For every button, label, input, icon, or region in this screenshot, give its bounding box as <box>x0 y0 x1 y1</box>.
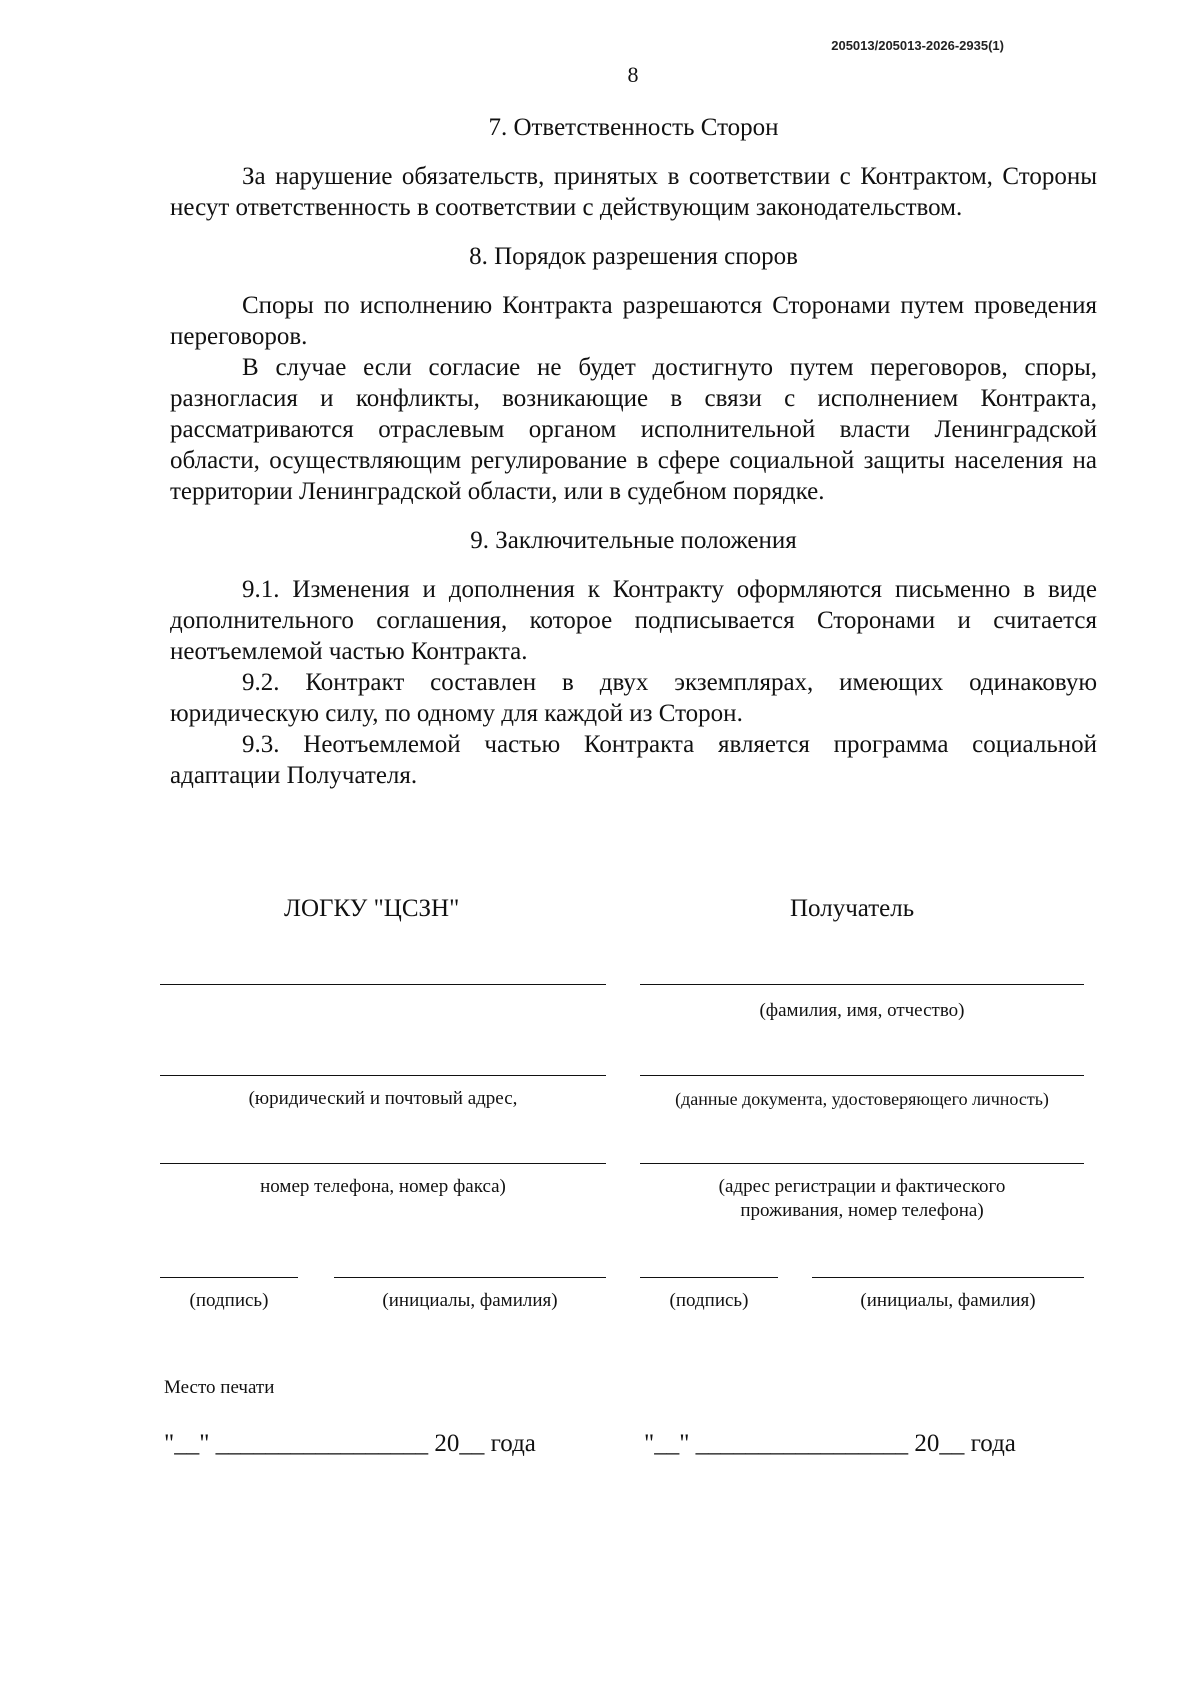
right-date: "__" _________________ 20__ года <box>644 1430 1016 1457</box>
left-phone-caption: номер телефона, номер факса) <box>260 1176 506 1197</box>
section-title: 8. Порядок разрешения споров <box>469 243 798 270</box>
document-id: 205013/205013-2026-2935(1) <box>831 38 1004 53</box>
left-initials-caption: (инициалы, фамилия) <box>382 1290 558 1311</box>
left-address-caption: (юридический и почтовый адрес, <box>248 1088 518 1109</box>
page-number: 8 <box>627 62 639 87</box>
section-liability <box>170 112 1097 223</box>
document-body <box>170 112 1097 809</box>
left-party-title: ЛОГКУ "ЦСЗН" <box>284 895 460 922</box>
left-phone-line <box>160 1163 606 1164</box>
right-document-caption: (данные документа, удостоверяющего личность) <box>675 1089 1049 1109</box>
paragraph: Споры по исполнению Контракта разрешаются Сторонами путем проведения переговоров. <box>170 292 1097 350</box>
paragraph: 9.2. Контракт составлен в двух экземплярах, имеющих одинаковую юридическую силу, по одному для каждой из Сторон. <box>170 669 1097 727</box>
right-signature-line <box>640 1277 778 1278</box>
paragraph: 9.3. Неотъемлемой частью Контракта является программа социальной адаптации Получателя. <box>170 731 1097 789</box>
left-date: "__" _________________ 20__ года <box>164 1430 536 1457</box>
right-address-caption: (адрес регистрации и фактического проживания, номер телефона) <box>718 1176 1006 1221</box>
paragraph: 9.1. Изменения и дополнения к Контракту оформляются письменно в виде дополнительного соглашения, которое подписывается Сторонами и считается неотъемлемой частью Контракта. <box>170 576 1097 665</box>
right-initials-caption: (инициалы, фамилия) <box>860 1290 1036 1311</box>
section-title: 9. Заключительные положения <box>470 527 797 554</box>
left-signature-line <box>160 1277 298 1278</box>
right-party-title: Получатель <box>790 895 915 922</box>
paragraph: За нарушение обязательств, принятых в соответствии с Контрактом, Стороны несут ответственность в соответствии с действующим законодательством. <box>170 163 1097 221</box>
right-address-line <box>640 1163 1084 1164</box>
paragraph: В случае если согласие не будет достигнуто путем переговоров, споры, разногласия и конфликты, возникающие в связи с исполнением Контракта, рассматриваются отраслевым органом исполнительной власти Ленинградской области, осуществляющим регулирование в сфере социальной защиты населения на территории Ленинградской области, или в судебном порядке. <box>170 354 1097 505</box>
section-final-provisions <box>170 525 1097 791</box>
section-title: 7. Ответственность Сторон <box>488 114 779 141</box>
left-signature-caption: (подпись) <box>189 1290 269 1311</box>
right-name-caption: (фамилия, имя, отчество) <box>759 1000 965 1021</box>
section-disputes <box>170 241 1097 507</box>
left-address-line <box>160 1075 606 1076</box>
left-name-line <box>160 984 606 985</box>
right-document-line <box>640 1075 1084 1076</box>
right-signature-caption: (подпись) <box>669 1290 749 1311</box>
stamp-place: Место печати <box>164 1377 275 1398</box>
left-initials-line <box>334 1277 606 1278</box>
right-name-line <box>640 984 1084 985</box>
right-initials-line <box>812 1277 1084 1278</box>
